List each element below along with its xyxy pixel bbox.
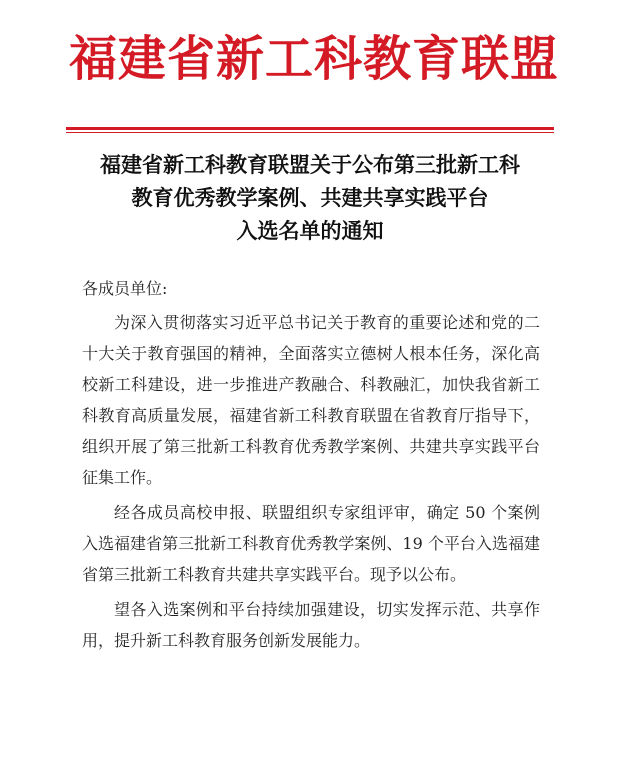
- notice-title: [70, 148, 550, 247]
- notice-title-line: 入选名单的通知: [236, 218, 384, 243]
- notice-body: [82, 271, 540, 660]
- salutation: 各成员单位:: [82, 279, 168, 298]
- notice-title-line: 福建省新工科教育联盟关于公布第三批新工科: [100, 152, 520, 177]
- body-paragraph: 为深入贯彻落实习近平总书记关于教育的重要论述和党的二十大关于教育强国的精神，全面落实立德树人根本任务，深化高校新工科建设，进一步推进产教融合、科教融汇，加快我省新工科教育高质量发展，福建省新工科教育联盟在省教育厅指导下，组织开展了第三批新工科教育优秀教学案例、共建共享实践平台征集工作。: [82, 313, 540, 487]
- body-paragraph: 望各入选案例和平台持续加强建设，切实发挥示范、共享作用，提升新工科教育服务创新发展能力。: [82, 600, 540, 650]
- letterhead-divider-thin: [66, 132, 554, 133]
- letterhead-org-name: 福建省新工科教育联盟: [68, 31, 559, 87]
- notice-title-line: 教育优秀教学案例、共建共享实践平台: [131, 185, 489, 210]
- letterhead-divider-thick: [66, 127, 554, 130]
- body-paragraph: 经各成员高校申报、联盟组织专家组评审，确定 50 个案例入选福建省第三批新工科教育优秀教学案例、19 个平台入选福建省第三批新工科教育共建共享实践平台。现予以公布。: [82, 503, 540, 584]
